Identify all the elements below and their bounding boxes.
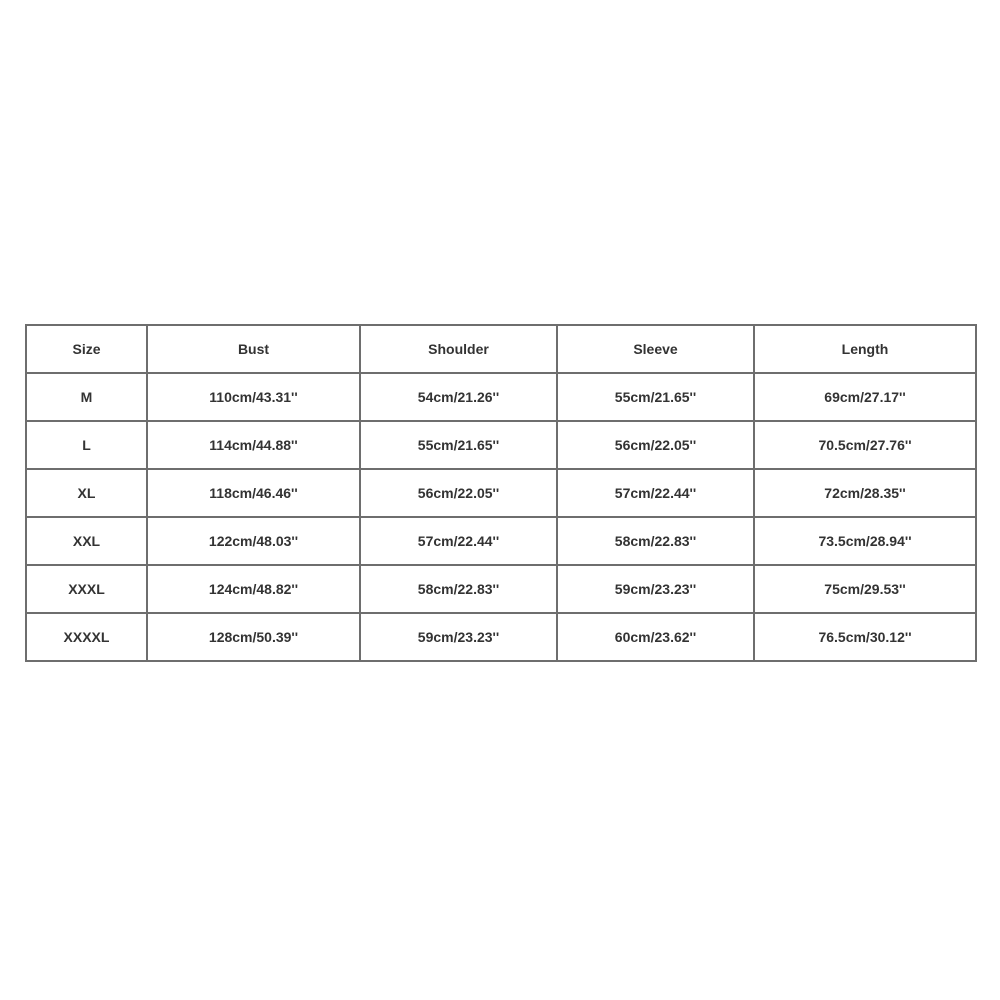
cell-length: 75cm/29.53'' (754, 565, 976, 613)
cell-size: M (26, 373, 147, 421)
cell-shoulder: 57cm/22.44'' (360, 517, 557, 565)
header-bust: Bust (147, 325, 360, 373)
table-row (26, 565, 976, 613)
cell-bust: 118cm/46.46'' (147, 469, 360, 517)
table-body (26, 373, 976, 661)
cell-size: XXXL (26, 565, 147, 613)
table-row (26, 613, 976, 661)
cell-length: 69cm/27.17'' (754, 373, 976, 421)
cell-bust: 128cm/50.39'' (147, 613, 360, 661)
cell-length: 72cm/28.35'' (754, 469, 976, 517)
table-row (26, 469, 976, 517)
table-header (26, 325, 976, 373)
cell-shoulder: 58cm/22.83'' (360, 565, 557, 613)
cell-length: 73.5cm/28.94'' (754, 517, 976, 565)
cell-bust: 114cm/44.88'' (147, 421, 360, 469)
table-row (26, 373, 976, 421)
table-row (26, 421, 976, 469)
cell-sleeve: 56cm/22.05'' (557, 421, 754, 469)
cell-bust: 124cm/48.82'' (147, 565, 360, 613)
header-sleeve: Sleeve (557, 325, 754, 373)
cell-size: XL (26, 469, 147, 517)
cell-sleeve: 57cm/22.44'' (557, 469, 754, 517)
cell-shoulder: 59cm/23.23'' (360, 613, 557, 661)
cell-sleeve: 60cm/23.62'' (557, 613, 754, 661)
header-size: Size (26, 325, 147, 373)
cell-sleeve: 55cm/21.65'' (557, 373, 754, 421)
cell-bust: 110cm/43.31'' (147, 373, 360, 421)
cell-size: XXL (26, 517, 147, 565)
cell-sleeve: 58cm/22.83'' (557, 517, 754, 565)
cell-sleeve: 59cm/23.23'' (557, 565, 754, 613)
header-length: Length (754, 325, 976, 373)
cell-size: XXXXL (26, 613, 147, 661)
cell-size: L (26, 421, 147, 469)
cell-length: 76.5cm/30.12'' (754, 613, 976, 661)
cell-shoulder: 54cm/21.26'' (360, 373, 557, 421)
size-chart-table (25, 324, 977, 662)
cell-bust: 122cm/48.03'' (147, 517, 360, 565)
header-row (26, 325, 976, 373)
cell-shoulder: 55cm/21.65'' (360, 421, 557, 469)
cell-length: 70.5cm/27.76'' (754, 421, 976, 469)
cell-shoulder: 56cm/22.05'' (360, 469, 557, 517)
table-row (26, 517, 976, 565)
header-shoulder: Shoulder (360, 325, 557, 373)
